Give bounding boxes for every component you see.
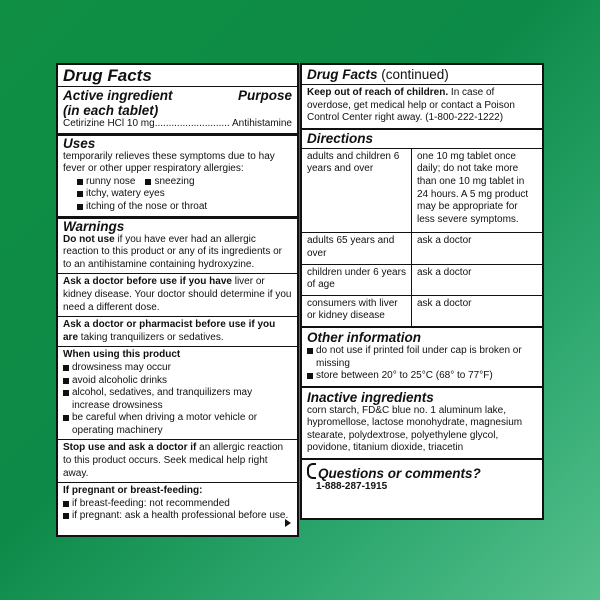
other-info-list (302, 345, 542, 383)
list-item: drowsiness may occur (63, 362, 292, 375)
list-item: if breast-feeding: not recommended (63, 498, 292, 511)
pregnant-heading: If pregnant or breast-feeding: (63, 485, 203, 497)
questions-heading: Questions or comments? (302, 460, 542, 481)
uses-list (63, 176, 292, 214)
drug-facts-panel-left (56, 63, 299, 537)
inactive-ingredients-heading: Inactive ingredients (307, 389, 434, 405)
ingredient-name: Cetirizine HCl 10 mg (63, 118, 155, 129)
warnings-heading: Warnings (63, 218, 125, 234)
do-not-use-text: Do not use if you have ever had an allergic reaction to this product or any of its ingredients or to an antihistamine containing hydroxyzine. (63, 233, 283, 270)
list-item: do not use if printed foil under cap is broken or missing (307, 345, 542, 370)
uses-text: temporarily relieves these symptoms due to hay fever or other upper respiratory allergies: (63, 150, 275, 175)
list-item: alcohol, sedatives, and tranquilizers may increase drowsiness (63, 387, 292, 412)
list-item: sneezing (145, 176, 194, 189)
divider (58, 439, 297, 440)
continued-title: Drug Facts (continued) (307, 67, 449, 82)
ingredient-row (63, 118, 292, 131)
table-cell: consumers with liver or kidney disease (302, 295, 412, 326)
phone-number: 1-888-287-1915 (316, 481, 388, 493)
phone-icon (307, 463, 316, 479)
when-using-heading: When using this product (63, 349, 181, 361)
table-cell: one 10 mg tablet once daily; do not take more than one 10 mg tablet in 24 hours. A 5 mg product may be appropriate for less severe symptoms. (417, 150, 529, 225)
pregnant-list (63, 498, 292, 523)
other-info-heading: Other information (307, 329, 421, 345)
table-cell: adults and children 6 years and over (302, 149, 412, 233)
leader-dots: ........................... (154, 118, 230, 129)
divider (58, 273, 297, 274)
continue-arrow-icon (285, 519, 291, 527)
list-item: itching of the nose or throat (77, 201, 292, 214)
table-row (302, 295, 542, 326)
drug-facts-panel-right (300, 63, 544, 520)
keep-out-text: Keep out of reach of children. In case of overdose, get medical help or contact a Poison Control Center right away. (1-800-222-1222) (307, 87, 515, 124)
purpose-heading: Purpose (237, 88, 292, 103)
divider (58, 316, 297, 317)
drug-facts-title: Drug Facts (63, 66, 152, 85)
divider (58, 346, 297, 347)
table-row (302, 149, 542, 233)
table-cell: ask a doctor (412, 295, 543, 326)
ask-doctor-text: Ask a doctor before use if you have liver or kidney disease. Your doctor should determine if you need a different dose. (63, 276, 292, 313)
divider (58, 482, 297, 483)
list-item: avoid alcoholic drinks (63, 375, 292, 388)
table-cell: ask a doctor (412, 233, 543, 264)
list-item: if pregnant: ask a health professional before use. (63, 510, 292, 523)
directions-heading: Directions (307, 130, 374, 146)
list-item: itchy, watery eyes (77, 188, 292, 201)
table-cell: adults 65 years and over (302, 233, 412, 264)
divider (58, 86, 297, 87)
ingredient-purpose: Antihistamine (231, 118, 292, 129)
table-row (302, 233, 542, 264)
inactive-ingredients-text: corn starch, FD&C blue no. 1 aluminum lake, hypromellose, lactose monohydrate, magnesium stearate, polydextrose, polyethylene glycol, povidone, titanium dioxide, triacetin (307, 404, 523, 454)
active-ingredient-heading: Active ingredient (63, 88, 173, 103)
uses-heading: Uses (63, 135, 96, 151)
list-item: be careful when driving a motor vehicle or operating machinery (63, 412, 292, 437)
directions-table (302, 149, 542, 326)
when-using-list (63, 362, 292, 438)
list-item: store between 20° to 25°C (68° to 77°F) (307, 370, 542, 383)
active-ingredient-subheading: (in each tablet) (63, 103, 159, 118)
table-cell: children under 6 years of age (302, 264, 412, 295)
table-row (302, 264, 542, 295)
stop-use-text: Stop use and ask a doctor if an allergic reaction to this product occurs. Seek medical help right away. (63, 442, 284, 479)
ask-pharmacist-text: Ask a doctor or pharmacist before use if you are taking tranquilizers or sedatives. (63, 319, 276, 343)
table-cell: ask a doctor (412, 264, 543, 295)
list-item: runny nose (77, 176, 135, 189)
